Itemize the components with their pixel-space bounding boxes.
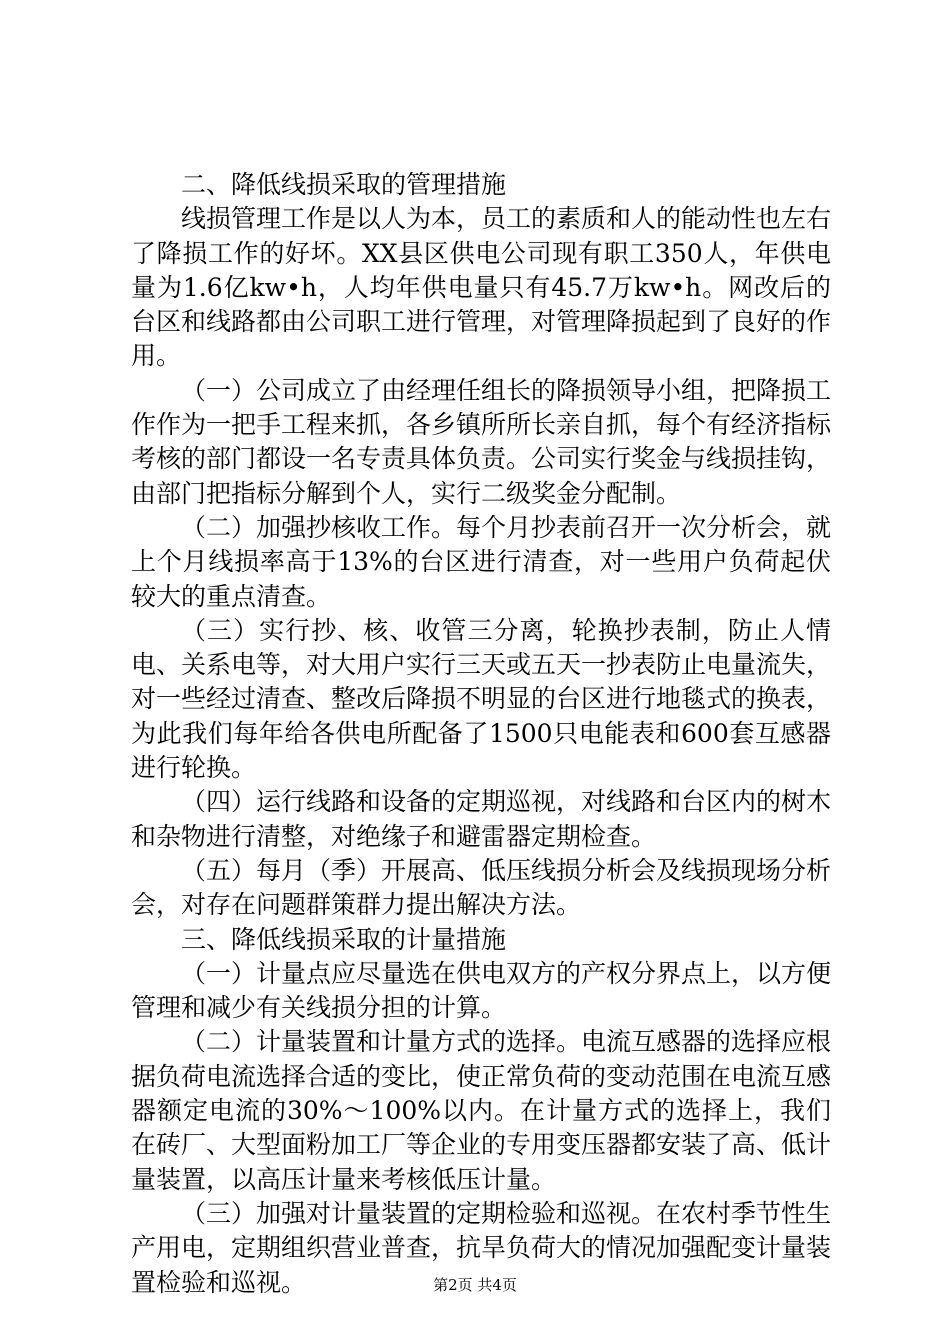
paragraph-metering-3: （三）加强对计量装置的定期检验和巡视。在农村季节性生产用电，定期组织营业普查，抗旱负荷大的情况加强配变计量装置检验和巡视。 [131,1198,832,1297]
section-heading-management: 二、降低线损采取的管理措施 [181,170,507,199]
document-body [131,168,831,1300]
section-heading-metering: 三、降低线损采取的计量措施 [181,924,507,954]
paragraph-item-5: （五）每月（季）开展高、低压线损分析会及线损现场分析会，对存在问题群策群力提出解决方法。 [131,855,832,920]
paragraph-item-1: （一）公司成立了由经理任组长的降损领导小组，把降损工作作为一把手工程来抓，各乡镇所所长亲自抓，每个有经济指标考核的部门都设一名专责具体负责。公司实行奖金与线损挂钩，由部门把指标分解到个人，实行二级奖金分配制。 [131,375,832,508]
paragraph-item-2: （二）加强抄核收工作。每个月抄表前召开一次分析会，就上个月线损率高于13%的台区进行清查，对一些用户负荷起伏较大的重点清查。 [131,512,832,611]
page-number-footer: 第2页 共4页 [433,1276,517,1294]
paragraph-metering-2: （二）计量装置和计量方式的选择。电流互感器的选择应根据负荷电流选择合适的变比，使正常负荷的变动范围在电流互感器额定电流的30%～100%以内。在计量方式的选择上，我们在砖厂、大型面粉加工厂等企业的专用变压器都安装了高、低计量装置，以高压计量来考核低压计量。 [131,1027,832,1194]
paragraph-item-4: （四）运行线路和设备的定期巡视，对线路和台区内的树木和杂物进行清整，对绝缘子和避雷器定期检查。 [131,787,832,851]
paragraph-item-3: （三）实行抄、核、收管三分离，轮换抄表制，防止人情电、关系电等，对大用户实行三天或五天一抄表防止电量流失，对一些经过清查、整改后降损不明显的台区进行地毯式的换表，为此我们每年给各供电所配备了1500只电能表和600套互感器进行轮换。 [131,615,832,783]
paragraph-metering-1: （一）计量点应尽量选在供电双方的产权分界点上，以方便管理和减少有关线损分担的计算。 [131,958,832,1023]
paragraph-intro: 线损管理工作是以人为本，员工的素质和人的能动性也左右了降损工作的好坏。XX县区供电公司现有职工350人，年供电量为1.6亿kw•h，人均年供电量只有45.7万kw•h。网改后的台区和线路都由公司职工进行管理，对管理降损起到了良好的作用。 [131,204,832,371]
